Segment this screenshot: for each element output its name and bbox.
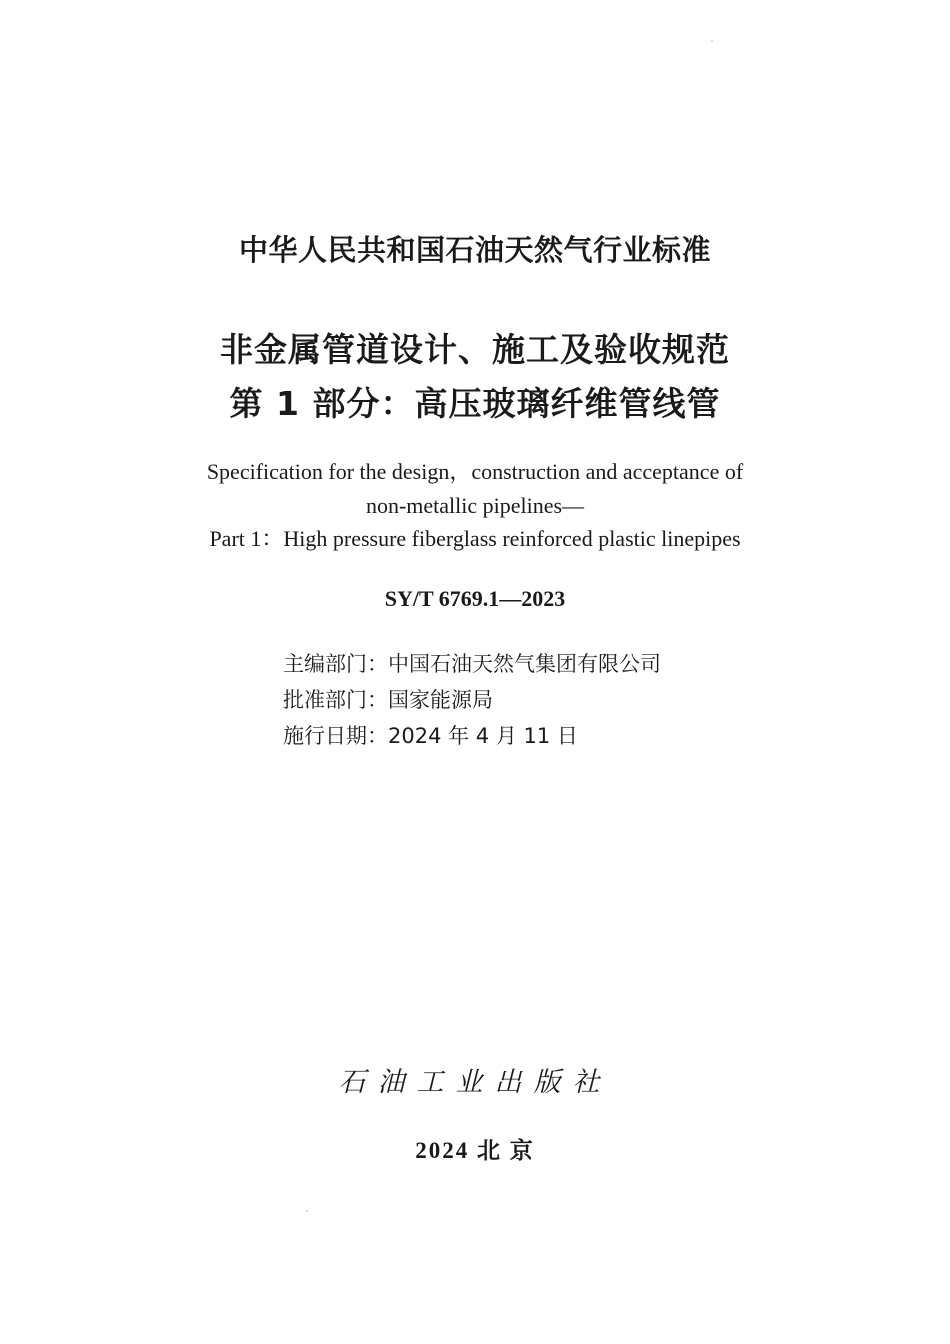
- publication-year-place: 2024 北 京: [415, 1138, 535, 1163]
- editor-department: 主编部门：中国石油天然气集团有限公司: [283, 652, 661, 676]
- chinese-title-line-2: 第 1 部分：高压玻璃纤维管线管: [229, 384, 721, 423]
- english-title-line-3: Part 1：High pressure fiberglass reinforced plastic linepipes: [209, 526, 741, 551]
- approver-department: 批准部门：国家能源局: [283, 688, 493, 712]
- effective-date: 施行日期：2024 年 4 月 11 日: [283, 724, 578, 748]
- scan-speck: [306, 1210, 308, 1212]
- english-title-line-1: Specification for the design，construction and acceptance of: [206, 459, 744, 484]
- publisher-name: 石油工业出版社: [338, 1067, 612, 1098]
- issuing-standard-category: 中华人民共和国石油天然气行业标准: [238, 233, 711, 267]
- scan-speck: [711, 40, 713, 42]
- standard-code: SY/T 6769.1—2023: [384, 586, 566, 611]
- chinese-title-line-1: 非金属管道设计、施工及验收规范: [220, 330, 730, 369]
- english-title-line-2: non-metallic pipelines—: [365, 493, 585, 518]
